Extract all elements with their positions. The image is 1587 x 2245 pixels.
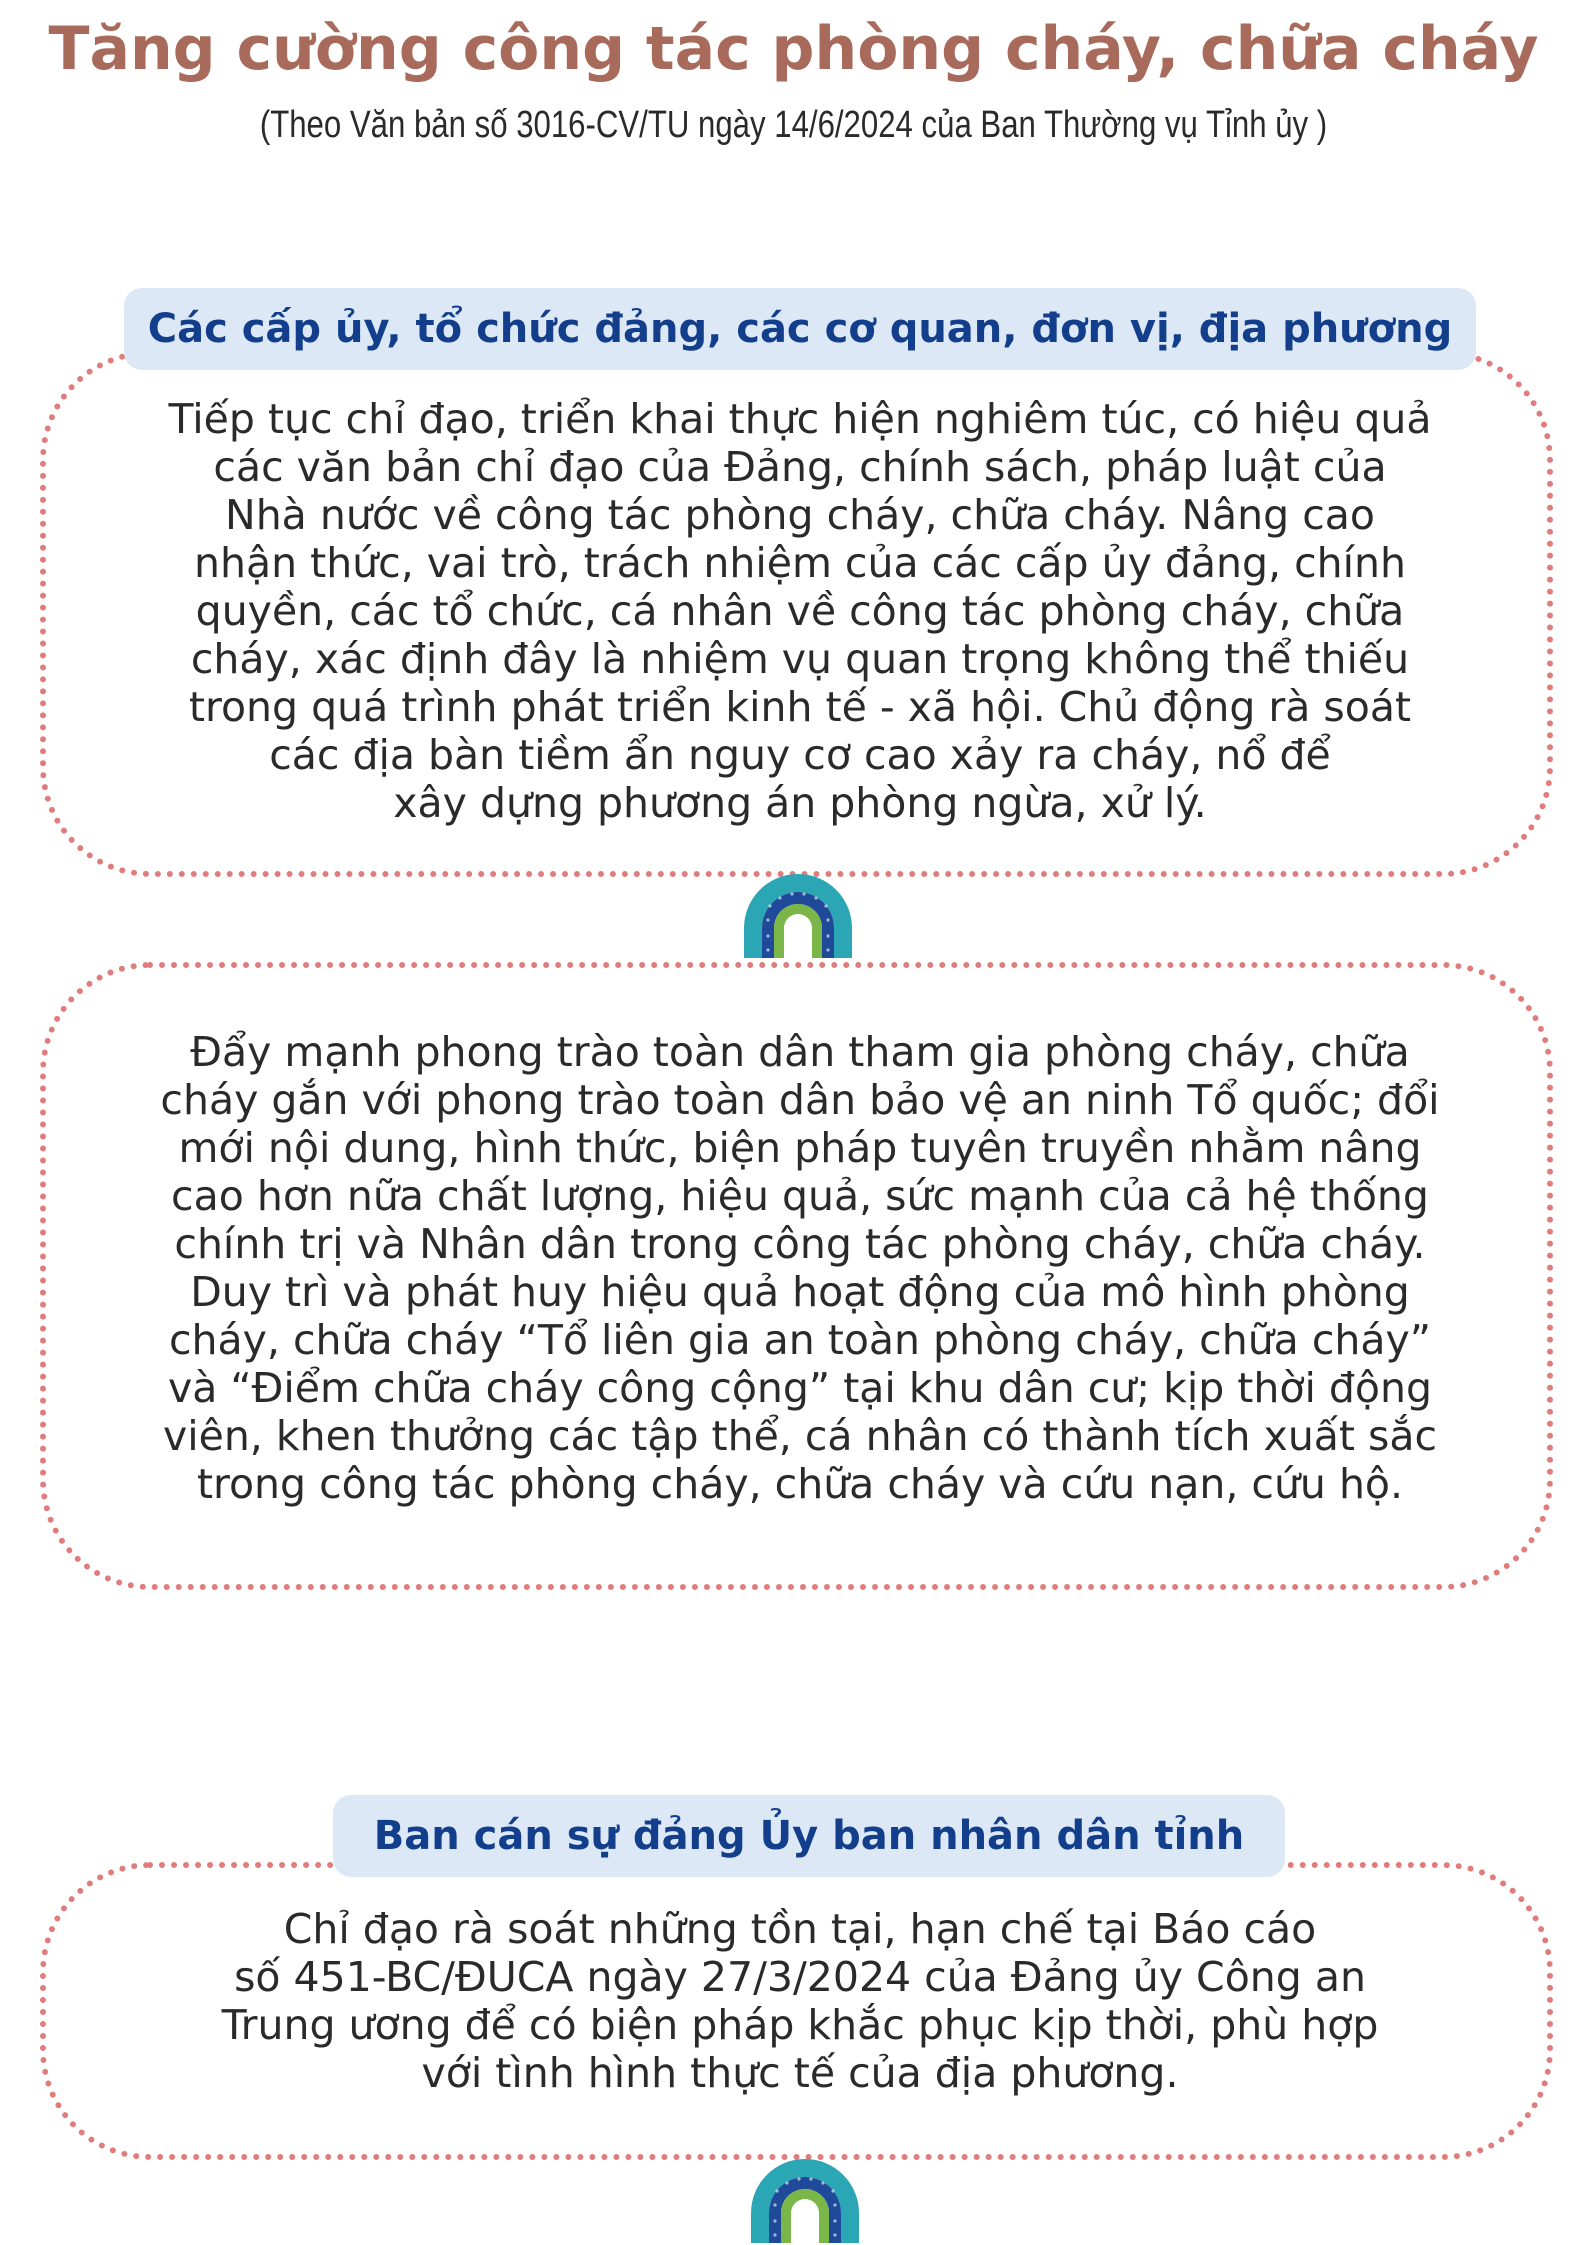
section-label-party-committees: Các cấp ủy, tổ chức đảng, các cơ quan, đơn vị, địa phương (124, 288, 1476, 370)
page-title: Tăng cường công tác phòng cháy, chữa cháy (48, 14, 1539, 84)
section-text-3: Chỉ đạo rà soát những tồn tại, hạn chế tại Báo cáo số 451-BC/ĐUCA ngày 27/3/2024 của Đảng ủy Công an Trung ương để có biện pháp khắc phục kịp thời, phù hợp với tình hình thực tế của địa phương. (221, 1905, 1379, 2097)
page-subtitle: (Theo Văn bản số 3016-CV/TU ngày 14/6/2024 của Ban Thường vụ Tỉnh ủy ) (259, 104, 1328, 146)
section-text-2: Đẩy mạnh phong trào toàn dân tham gia phòng cháy, chữa cháy gắn với phong trào toàn dân bảo vệ an ninh Tổ quốc; đổi mới nội dung, hình thức, biện pháp tuyên truyền nhằm nâng cao hơn nữa chất lượng, hiệu quả, sức mạnh của cả hệ thống chính trị và Nhân dân trong công tác phòng cháy, chữa cháy. Duy trì và phát huy hiệu quả hoạt động của mô hình phòng cháy, chữa cháy “Tổ liên gia an toàn phòng cháy, chữa cháy” và “Điểm chữa cháy công cộng” tại khu dân cư; kịp thời động viên, khen thưởng các tập thể, cá nhân có thành tích xuất sắc trong công tác phòng cháy, chữa cháy và cứu nạn, cứu hộ. (160, 1028, 1440, 1508)
section-text-1: Tiếp tục chỉ đạo, triển khai thực hiện nghiêm túc, có hiệu quả các văn bản chỉ đạo của Đảng, chính sách, pháp luật của Nhà nước về công tác phòng cháy, chữa cháy. Nâng cao nhận thức, vai trò, trách nhiệm của các cấp ủy đảng, chính quyền, các tổ chức, cá nhân về công tác phòng cháy, chữa cháy, xác định đây là nhiệm vụ quan trọng không thể thiếu trong quá trình phát triển kinh tế - xã hội. Chủ động rà soát các địa bàn tiềm ẩn nguy cơ cao xảy ra cháy, nổ để xây dựng phương án phòng ngừa, xử lý. (168, 395, 1432, 827)
rainbow-arch-icon (747, 2155, 863, 2243)
section-label-provincial-committee: Ban cán sự đảng Ủy ban nhân dân tỉnh (333, 1795, 1285, 1877)
rainbow-arch-icon (740, 870, 856, 958)
